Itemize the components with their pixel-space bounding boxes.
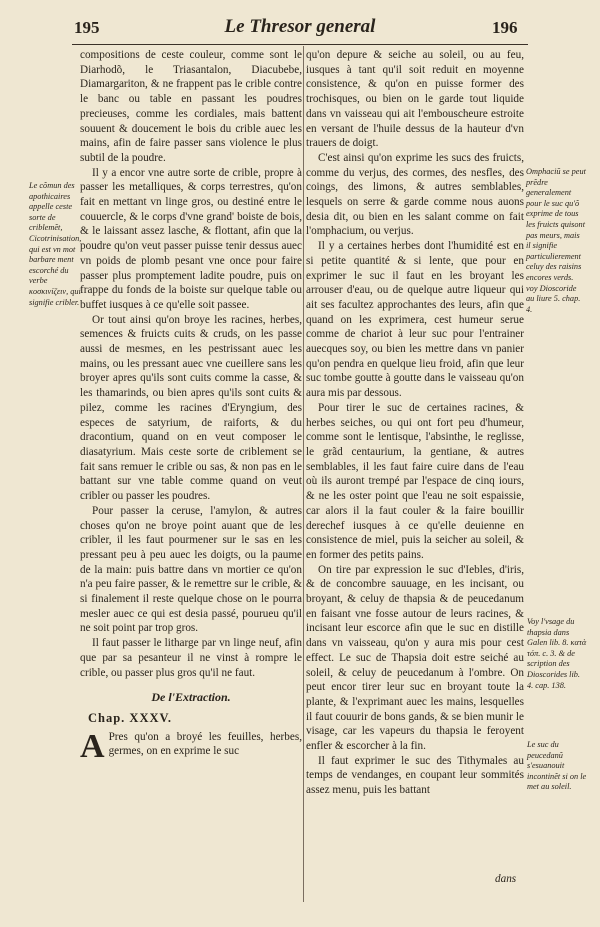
paragraph: Or tout ainsi qu'on broye les racines, herbes, semences & fruicts cuits & cruds, on les passe aussi de mesmes, en les pestrissant auec les mains, ou les pressant auec vne cueillere sans les broyer apres qu'ils sont cuits comme la casse, & les thamarinds, ou bien apres qu'ils sont cuits & pilez, comme les racines d'Eryngium, des especes de satyrium, de raiforts, & du dracontium, quand on en veut composer le diasatyrium. Mais ceste sorte de criblement se fait sans remuer le crible ou sas, & non pas en le battant sur vne table comme quand on veut cribler ou passer les poudres. — [80, 313, 302, 503]
paragraph: On tire par expression le suc d'Iebles, d'iris, & de concombre sauuage, en les incisant, ou broyant, & celuy de thapsia & de peucedanum en faisant vne fosse autour de leurs racines, & incisant leur escorce afin que le suc en distille dans vn vaisseau, qu'on y aura mis pour cest effect. Le suc de Thapsia doit estre seiché au soleil, & celuy de peucedanum à l'ombre. On peut encor tirer leur suc en broyant toute la plante, & l'exprimant auec les mains, lesquelles il faut couurir de bons gands, & se bien munir le visage, car les vapeurs du thapsia le feroyent enfler & escorcher à la fin. — [306, 563, 524, 753]
paragraph-text: Pres qu'on a broyé les feuilles, herbes, germes, on en exprime le suc — [108, 730, 302, 758]
paragraph: Il faut passer le litharge par vn linge neuf, afin que par sa pesanteur il ne vinst à rompre le crible, ou passer plus gros qu'il ne faut. — [80, 637, 302, 679]
paragraph: compositions de ceste couleur, comme sont le Diarhodõ, le Triasantalon, Diacubebe, Diamargariton, & ne frappent pas le crible contre le banc ou table en passant les poudres precieuses, comme les cordiales, mais battent souuent & doucement le bois du crible auec les mains, afin de faire passer sans violence le plus subtil de la poudre. — [80, 49, 302, 164]
left-column — [80, 48, 302, 765]
left-margin-note: Le cõmun des apothicaires appelle ceste sorte de criblemẽt, Cicotrinisation, qui est vn mot barbare ment escorché du verbe κοσκινίζειν, qui signifie cribler. — [29, 181, 82, 307]
section-title: De l'Extraction. — [151, 690, 231, 705]
page-number-right: 196 — [492, 18, 518, 37]
paragraph: Il faut exprimer le suc des Tithymales au temps de vendanges, en coupant leur sommités assez menu, puis les battant — [306, 754, 524, 797]
paragraph: qu'on depure & seiche au soleil, ou au feu, iusques à tant qu'il soit reduit en moyenne consistence, & qu'on en puisse former des trochisques, ou bien on le garde tout liquide dans vn vaisseau qui ait l'embouscheure estroite en versant de l'huile dessus de la hauteur d'vn trauers de doigt. — [306, 49, 524, 150]
page-header — [0, 10, 600, 40]
chapter-opening-paragraph — [80, 727, 302, 765]
paragraph: Pour passer la ceruse, l'amylon, & autres choses qu'on ne broye point auant que de les cribler, il les faut pourmener sur le sas en les pressant peu à peu auec les doigts, ou la paume de la main: puis battre dans vn mortier ce qu'on n'a peu faire passer, & le remettre sur le crible, & si finalement il reste quelque chose on le pourra mesler auec ce qui est desia passé, pourueu qu'il ne soit point par trop gros. — [80, 504, 302, 635]
page-number-left: 195 — [74, 18, 100, 37]
paragraph: Il y a encor vne autre sorte de crible, propre à passer les metalliques, & corps terrestres, qu'on fait en mettant vn linge gros, ou destiné entre le couuercle, & le corps d'vne grand' boiste de bois, & le laissant assez lasche, & flottant, afin que la poudre qu'on veut passer puisse tenir dessus auec vn poids de plomb pesant vne once pour faire passer plus promptement ladite poudre, puis on frappe du fonds de la boiste sur quelque table ou buffet iusques à ce qu'elle soit passee. — [80, 166, 302, 311]
header-rule — [72, 44, 528, 45]
paragraph: Pour tirer le suc de certaines racines, & herbes seiches, ou qui ont fort peu d'humeur, comme sont le lentisque, l'absinthe, le reglisse, le grãd centaurium, la gentiane, & autres semblables, il les faut faire cuire dans de l'eau où ils auront trempé par l'espace de cinq iours, & ne les oster point que l'eau ne soit espaissie, car alors il la faut couler & la faire bouillir derechef iusques à ce qu'elle deuienne en consistence de miel, puis la seicher au soleil, & en former des petits pains. — [306, 401, 524, 561]
right-margin-note-thapsia: Voy l'vsage du thapsia dans Galen lib. 8. κατὰ τόπ. c. 3. & de scription des Dioscorides lib. 4. cap. 138. — [527, 617, 587, 690]
catchword: dans — [495, 873, 517, 885]
drop-cap: A — [80, 727, 105, 765]
chapter-heading: Chap. XXXV. — [88, 710, 173, 725]
running-head: Le Thresor general — [224, 16, 376, 37]
column-divider — [303, 46, 304, 902]
right-margin-note-omphacium: Omphaciũ se peut prẽdre generalement pour le suc qu'õ exprime de tous les fruicts quisont pas meurs, mais il signifie particulierement celuy des raisins encores verds. voy Dioscoride au liure 5. chap. 4. — [526, 167, 586, 314]
paragraph: Il y a certaines herbes dont l'humidité est en si petite quantité & si lente, que pour en exprimer le suc il faut en les broyant les arrouser d'eau, ou de quelque autre liqueur qui ait ses facultez approchantes des leurs, afin que quand on les exprimera, cest humeur serue comme de chariot à leur suc pour l'entrainer auecques soy, ou bien les mettre dans vn panier qu'on pendra en quelque lieu froid, afin que leur suc tombe goutte à goutte dans le vaisseau qu'on aura mis par dessous. — [306, 240, 524, 400]
right-margin-note-peucedanum: Le suc du peucedanũ s'esuanouit incontinẽt si on le met au soleil. — [527, 740, 587, 792]
paragraph: C'est ainsi qu'on exprime les sucs des fruicts, comme du verjus, des cormes, des nesfles, des coings, des limons, & autres semblables, lesquels on serre & garde comme nous auons desia dit, ou bien en les salant comme on fait l'omphacium, ou verjus. — [306, 151, 524, 238]
right-column — [306, 48, 524, 798]
